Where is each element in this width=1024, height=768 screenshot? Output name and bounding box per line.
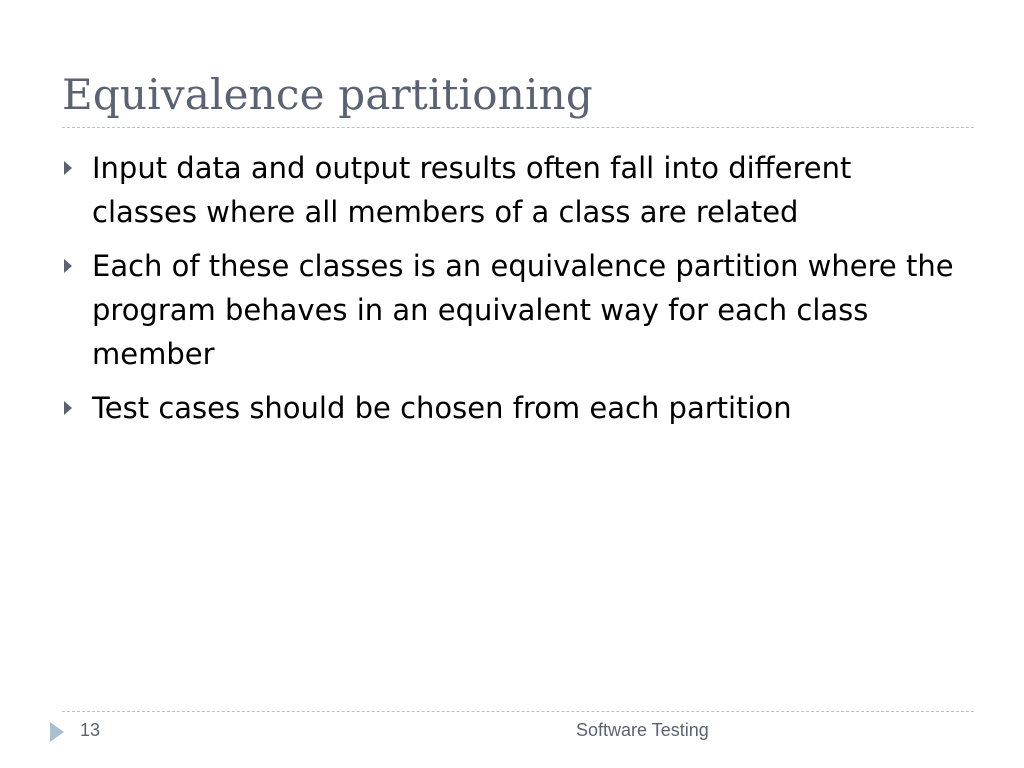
page-number: 13 xyxy=(80,720,101,740)
bullet-item xyxy=(62,386,962,430)
footer-title: Software Testing xyxy=(576,720,709,740)
bullet-text: Input data and output results often fall into different classes where all members of a class are related xyxy=(92,151,852,229)
title-divider xyxy=(62,127,974,128)
triangle-right-icon xyxy=(64,161,72,175)
bullet-list xyxy=(62,146,962,440)
bullet-text: Each of these classes is an equivalence partition where the program behaves in an equivalent way for each class member xyxy=(92,249,954,371)
bullet-item xyxy=(62,244,962,376)
footer-divider xyxy=(62,711,974,712)
bullet-item xyxy=(62,146,962,234)
triangle-right-icon xyxy=(64,401,72,415)
triangle-right-icon xyxy=(64,259,72,273)
triangle-right-icon xyxy=(50,722,64,742)
bullet-text: Test cases should be chosen from each partition xyxy=(92,391,792,425)
slide-title: Equivalence partitioning xyxy=(62,70,593,119)
